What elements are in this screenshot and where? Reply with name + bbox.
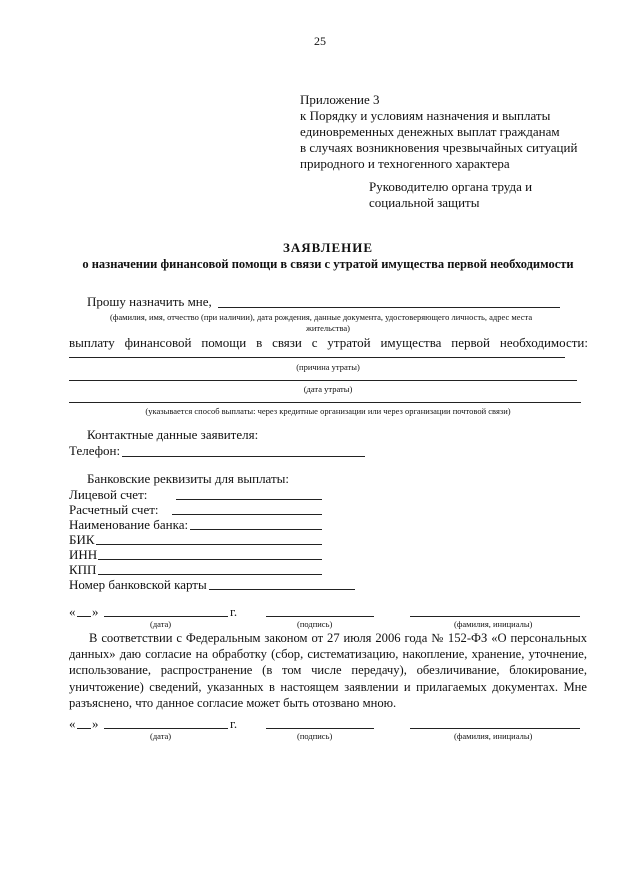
signature-caption-2: (подпись) (297, 731, 333, 741)
reason-caption: (причина утраты) (296, 362, 360, 372)
addressee-line: социальной защиты (369, 195, 480, 210)
appendix-line: в случаях возникновения чрезвычайных ситуаций (300, 140, 578, 155)
request-label: Прошу назначить мне, (87, 294, 212, 309)
date-quote-close-2: » (92, 716, 99, 731)
full-name-caption-2: (фамилия, инициалы) (454, 731, 533, 741)
year-suffix-2: г. (230, 716, 238, 731)
settlement-account-label: Расчетный счет: (69, 502, 159, 517)
month-year-field[interactable] (104, 616, 228, 617)
settlement-account-field[interactable] (172, 514, 322, 515)
date-quote-open-2: « (69, 716, 76, 731)
year-suffix: г. (230, 604, 238, 619)
appendix-line: Приложение 3 (300, 92, 380, 107)
phone-field[interactable] (122, 456, 365, 457)
inn-label: ИНН (69, 547, 98, 562)
contacts-heading: Контактные данные заявителя: (87, 427, 259, 442)
appendix-header (300, 92, 577, 172)
month-year-field-2[interactable] (104, 728, 228, 729)
full-name-field-2[interactable] (410, 728, 580, 729)
signature-field[interactable] (266, 616, 374, 617)
appendix-line: к Порядку и условиям назначения и выплаты (300, 108, 551, 123)
payment-method-field[interactable] (69, 402, 581, 403)
date-caption-2: (дата) (150, 731, 172, 741)
reason-field[interactable] (69, 357, 565, 358)
bank-name-label: Наименование банка: (69, 517, 189, 532)
date-caption: (дата) (150, 619, 172, 629)
document-subtitle: о назначении финансовой помощи в связи с утратой имущества первой необходимости (82, 257, 574, 271)
signature-field-2[interactable] (266, 728, 374, 729)
signature-caption: (подпись) (297, 619, 333, 629)
payment-text: выплату финансовой помощи в связи с утратой имущества первой необходимости: (69, 335, 588, 350)
applicant-data-field[interactable] (218, 307, 560, 308)
appendix-line: природного и техногенного характера (300, 156, 510, 171)
kpp-label: КПП (69, 562, 97, 577)
consent-paragraph: В соответствии с Федеральным законом от 27 июля 2006 года № 152-ФЗ «О персональных данных» даю согласие на обработку (сбор, систематизацию, накопление, хранение, уточнение, использование, распространение (в том числе передачу), обезличивание, блокирование, уничтожение) сведений, указанных в настоящем заявлении и прилагаемых документах. Мне разъяснено, что данное согласие может быть отозвано мною. (69, 631, 587, 710)
appendix-line: единовременных денежных выплат гражданам (300, 124, 560, 139)
phone-label: Телефон: (69, 443, 121, 458)
page-number: 25 (314, 34, 326, 48)
document-title: ЗАЯВЛЕНИЕ (282, 240, 374, 255)
applicant-caption-2: жительства) (305, 323, 351, 333)
date-quote-close: » (92, 604, 99, 619)
full-name-field[interactable] (410, 616, 580, 617)
applicant-caption: (фамилия, имя, отчество (при наличии), дата рождения, данные документа, удостоверяющего личность, адрес места (110, 312, 533, 322)
bik-label: БИК (69, 532, 95, 547)
day-field[interactable] (77, 616, 91, 617)
day-field-2[interactable] (77, 728, 91, 729)
personal-account-label: Лицевой счет: (69, 487, 148, 502)
addressee (369, 179, 532, 211)
payment-method-caption: (указывается способ выплаты: через кредитные организации или через организации почтовой связи) (145, 406, 511, 416)
full-name-caption: (фамилия, инициалы) (454, 619, 533, 629)
date-quote-open: « (69, 604, 76, 619)
addressee-line: Руководителю органа труда и (369, 179, 533, 194)
bank-heading: Банковские реквизиты для выплаты: (87, 471, 290, 486)
loss-date-caption: (дата утраты) (303, 384, 353, 394)
bank-name-field[interactable] (190, 529, 322, 530)
kpp-field[interactable] (98, 574, 322, 575)
personal-account-field[interactable] (176, 499, 322, 500)
bik-field[interactable] (96, 544, 322, 545)
loss-date-field[interactable] (69, 380, 577, 381)
card-number-label: Номер банковской карты (69, 577, 207, 592)
card-number-field[interactable] (209, 589, 355, 590)
inn-field[interactable] (98, 559, 322, 560)
